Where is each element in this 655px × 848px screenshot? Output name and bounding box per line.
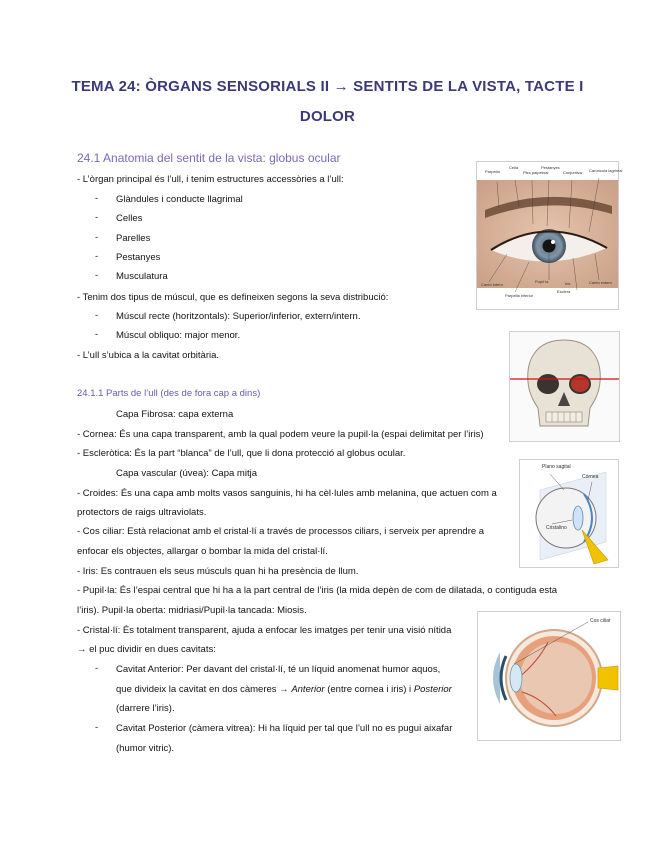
choroid-text: - Croides: És una capa amb molts vasos sanguinis, hi ha cèl·lules amb melanina, que actuen com a bbox=[77, 488, 497, 499]
bullet: - bbox=[95, 663, 99, 674]
text-run-italic: Anterior bbox=[291, 684, 325, 695]
bullet: - bbox=[95, 722, 99, 733]
cross-section-illustration bbox=[478, 612, 620, 740]
bullet: - bbox=[95, 193, 99, 204]
bullet: - bbox=[95, 329, 99, 340]
figure-label: Cos ciliar bbox=[590, 618, 611, 624]
orbit-line: - L’ull s’ubica a la cavitat orbitària. bbox=[77, 350, 220, 361]
text-run: que divideix la cavitat en dos càmeres → bbox=[116, 684, 292, 695]
figure-label: Cristalino bbox=[546, 525, 567, 531]
figure-label: Plano sagital bbox=[542, 464, 571, 470]
figure-label: Córnea bbox=[582, 474, 599, 480]
title-line-1: TEMA 24: ÒRGANS SENSORIALS II → SENTITS DE LA VISTA, TACTE I bbox=[71, 78, 584, 95]
eye-cross-section-figure bbox=[477, 611, 621, 741]
list-item: Musculatura bbox=[116, 271, 168, 282]
intro-line: - L’òrgan principal és l’ull, i tenim estructures accessòries a l’ull: bbox=[77, 174, 344, 185]
eye-label: Carúncula lagrimal bbox=[589, 168, 623, 173]
eye-label: Pupil·la bbox=[535, 279, 549, 284]
list-item-continued bbox=[116, 683, 452, 696]
layer-heading: Capa vascular (úvea): Capa mitja bbox=[116, 468, 257, 479]
ciliary-text: - Cos ciliar: Està relacionat amb el cristal·lí a través de processos ciliars, i serveix per aprendre a bbox=[77, 526, 485, 537]
cornea-text: - Cornea: És una capa transparent, amb la qual podem veure la pupil·la (espai delimitat per l’iris) bbox=[77, 429, 484, 440]
pupil-text: l’iris). Pupil·la oberta: midriasi/Pupil·la tancada: Miosis. bbox=[77, 605, 307, 616]
lens-text: - Cristal·lí: És totalment transparent, ajuda a enfocar les imatges per tenir una visió nítida bbox=[77, 625, 452, 636]
bullet: - bbox=[95, 232, 99, 243]
eye-label: Parpella inferior bbox=[505, 293, 534, 298]
list-item: Cavitat Anterior: Per davant del cristal·lí, té un líquid anomenat humor aquos, bbox=[116, 664, 441, 675]
list-item: Múscul recte (horitzontals): Superior/inferior, extern/intern. bbox=[116, 311, 361, 322]
list-item-continued: (darrere l’iris). bbox=[116, 703, 175, 714]
bullet: - bbox=[95, 270, 99, 281]
skull-illustration bbox=[510, 332, 619, 441]
list-item: Celles bbox=[116, 213, 143, 224]
lens-text: → el puc dividir en dues cavitats: bbox=[77, 644, 216, 655]
layer-heading: Capa Fibrosa: capa externa bbox=[116, 409, 234, 420]
eye-label: Cantó intern bbox=[481, 282, 503, 287]
list-item-continued: (humor vitric). bbox=[116, 743, 175, 754]
eye-label: Pestanyes bbox=[541, 165, 560, 170]
muscle-intro: - Tenim dos tipus de múscul, que es defineixen segons la seva distribució: bbox=[77, 292, 389, 303]
sagittal-eye-figure bbox=[519, 459, 619, 568]
sagittal-illustration bbox=[520, 460, 618, 567]
choroid-text: protectors de raigs ultraviolats. bbox=[77, 507, 207, 518]
text-run-italic: Posterior bbox=[413, 684, 452, 695]
sclera-text: - Escleròtica: És la part “blanca” de l’ull, que li dona protecció al globus ocular. bbox=[77, 448, 406, 459]
eye-label: Conjuntiva bbox=[563, 170, 582, 175]
eye-label: Parpella bbox=[485, 169, 500, 174]
eye-label: Esclera bbox=[557, 289, 571, 294]
text-run: (entre cornea i iris) i bbox=[324, 684, 414, 695]
bullet: - bbox=[95, 251, 99, 262]
skull-figure bbox=[509, 331, 620, 442]
section-heading: 24.1 Anatomia del sentit de la vista: globus ocular bbox=[77, 151, 341, 165]
list-item: Múscul obliquo: major menor. bbox=[116, 330, 241, 341]
external-eye-figure bbox=[476, 161, 623, 310]
pupil-text: - Pupil·la: És l’espai central que hi ha a la part central de l’iris (la mida depèn de com de dilatada, o contiguda esta bbox=[77, 585, 558, 596]
title-line-2: DOLOR bbox=[299, 108, 356, 125]
list-item: Pestanyes bbox=[116, 252, 161, 263]
eye-label: Cantó extern bbox=[589, 280, 612, 285]
eye-label: Cella bbox=[509, 165, 519, 170]
ciliary-text: enfocar els objectes, allargar o bombar la mida del cristal·lí. bbox=[77, 546, 328, 557]
eye-label: Iris bbox=[565, 281, 571, 286]
bullet: - bbox=[95, 212, 99, 223]
bullet: - bbox=[95, 310, 99, 321]
list-item: Glàndules i conducte llagrimal bbox=[116, 194, 243, 205]
page-title bbox=[40, 72, 615, 132]
eye-label: Plec palpebral bbox=[523, 170, 549, 175]
subsection-heading: 24.1.1 Parts de l’ull (des de fora cap a dins) bbox=[77, 388, 261, 399]
list-item: Cavitat Posterior (càmera vitrea): Hi ha líquid per tal que l’ull no es pugui aixafar bbox=[116, 723, 453, 734]
list-item: Parelles bbox=[116, 233, 151, 244]
iris-text: - Iris: Es contrauen els seus músculs quan hi ha presència de llum. bbox=[77, 566, 359, 577]
